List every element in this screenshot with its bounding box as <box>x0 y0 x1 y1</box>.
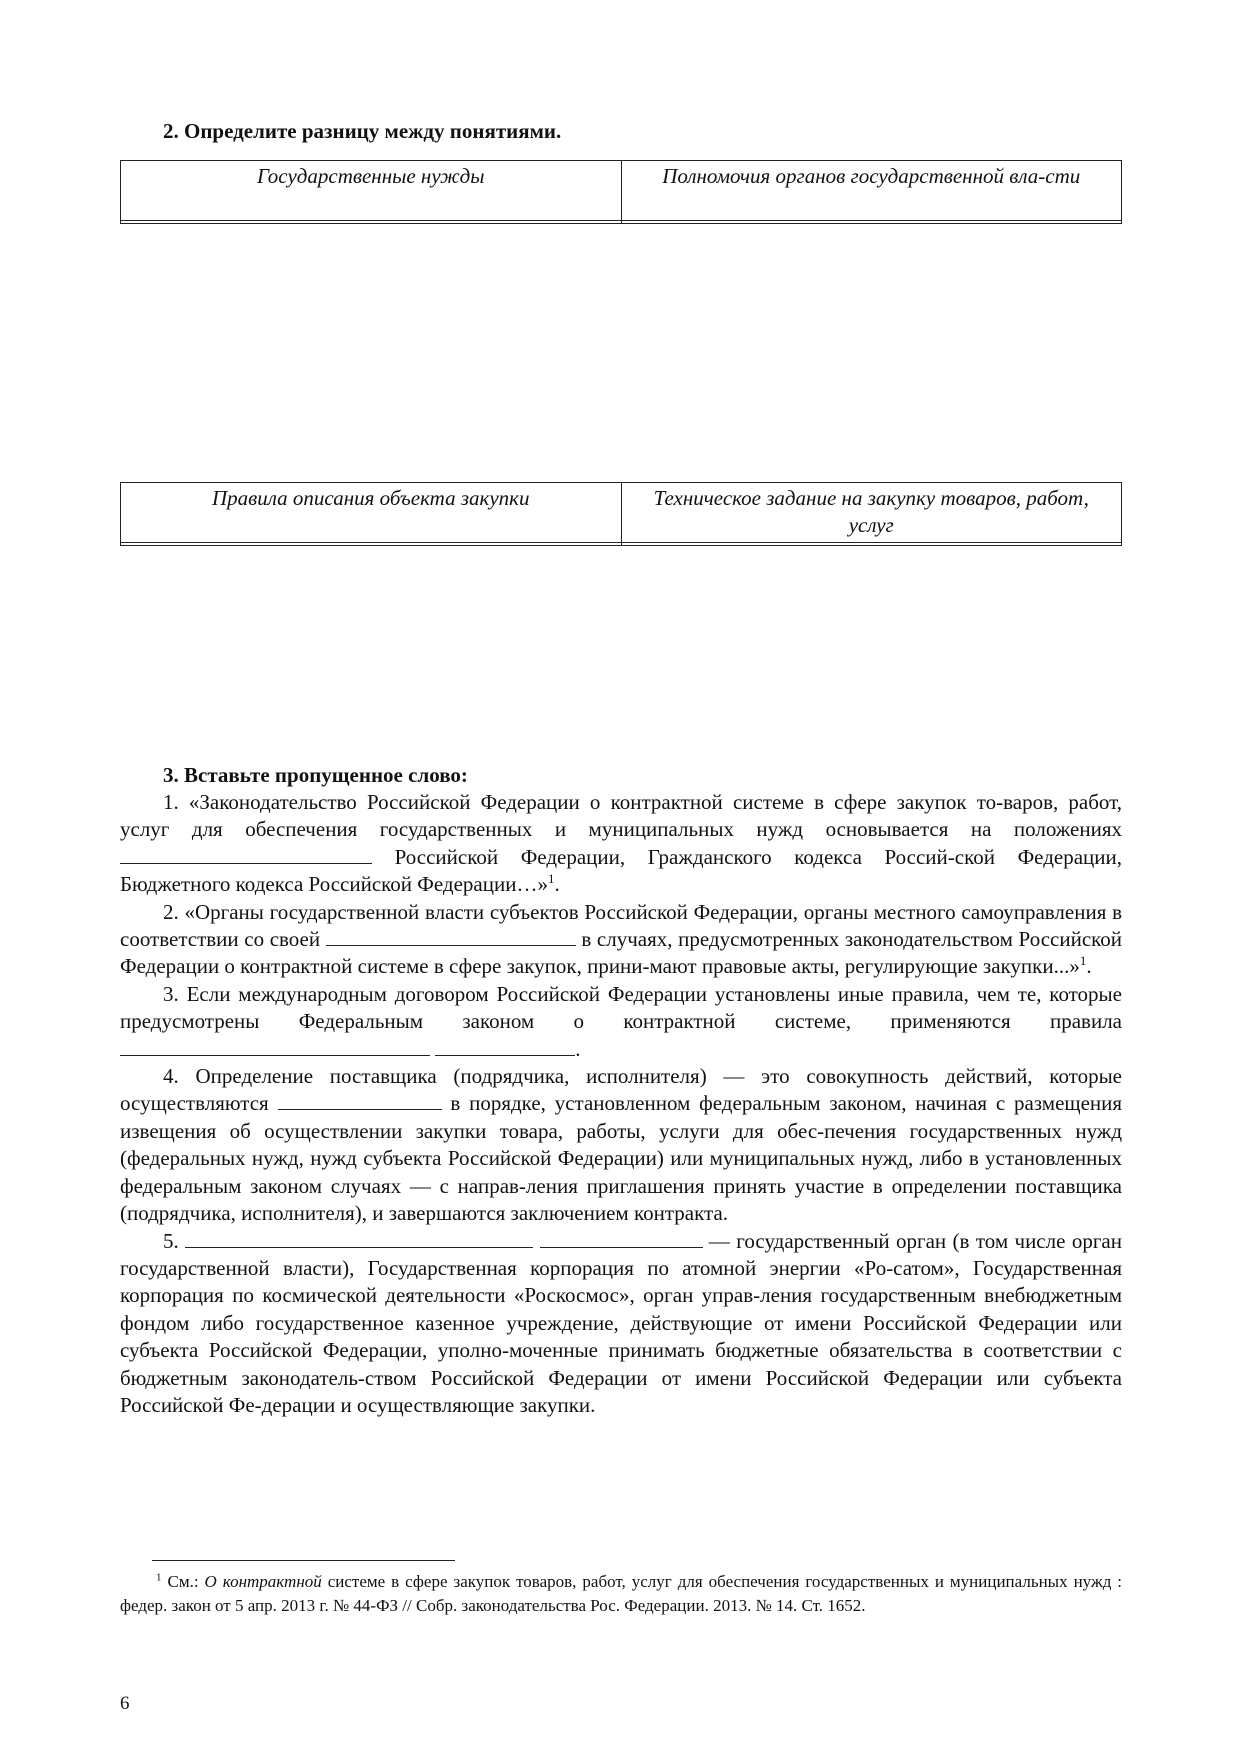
table1-header-col1: Государственные нужды <box>121 161 622 221</box>
blank-5b[interactable] <box>540 1229 703 1248</box>
footnote: $^1$ См.: О контрактной системе в сфере закупок товаров, работ, услуг для обеспечения государственных и муниципальных нужд : федер. закон от 5 апр. 2013 г. № 44-ФЗ // Собр. законодательства Рос. Федерации. 2013. № 14. Ст. 1652. <box>120 1571 1123 1615</box>
footnote-title-italic: О контрактной <box>204 1572 322 1591</box>
fill-in-items <box>120 789 1122 1419</box>
table2-header-col1: Правила описания объекта закупки <box>121 483 622 543</box>
table1-answer-cell-col1[interactable] <box>121 221 622 224</box>
footnote-ref: 1 <box>1079 953 1087 969</box>
blank-2[interactable] <box>326 927 576 946</box>
section3-heading: 3. Вставьте пропущенное слово: <box>163 763 468 787</box>
blank-3b[interactable] <box>435 1037 575 1056</box>
item-2: 2. «Органы государственной власти субъектов Российской Федерации, органы местного самоуправления в соответствии со своей в случаях, предусмотренных законодательством Российской Федерации о контрактной системе в сфере закупок, прини-мают правовые акты, регулирующие закупки...»$^1$. <box>120 899 1123 979</box>
table2-header-col2: Техническое задание на закупку товаров, работ, услуг <box>621 483 1122 543</box>
comparison-table-1 <box>120 160 1122 224</box>
table1-answer-cell-col2[interactable] <box>621 221 1122 224</box>
blank-4[interactable] <box>278 1091 442 1110</box>
item-4: 4. Определение поставщика (подрядчика, исполнителя) — это совокупность действий, которые осуществляются в порядке, установленном федеральным законом, начиная с размещения извещения об осуществлении закупки товара, работы, услуги для обес-печения государственных нужд (федеральных нужд, нужд субъекта Российской Федерации) или муниципальных нужд, либо в установленных федеральным законом случаях — с направ-ления приглашения принять участие в определении поставщика (подрядчика, исполнителя), и завершаются заключением контракта. <box>120 1064 1123 1226</box>
footnote-mark: 1 <box>156 1571 162 1584</box>
section2-heading: 2. Определите разницу между понятиями. <box>163 119 562 143</box>
comparison-table-2 <box>120 482 1122 546</box>
footnote-divider <box>152 1560 455 1561</box>
table2-answer-cell-col1[interactable] <box>121 543 622 546</box>
page-number: 6 <box>120 1693 130 1714</box>
blank-5a[interactable] <box>185 1229 533 1248</box>
footnote-ref: 1 <box>547 871 555 887</box>
table2-answer-cell-col2[interactable] <box>621 543 1122 546</box>
item-3: 3. Если международным договором Российской Федерации установлены иные правила, чем те, которые предусмотрены Федеральным законом о контрактной системе, применяются правила . <box>120 981 1122 1061</box>
item-1: 1. «Законодательство Российской Федерации о контрактной системе в сфере закупок то-варов, работ, услуг для обеспечения государственных и муниципальных нужд основывается на положениях Российской Федерации, Гражданского кодекса Россий-ской Федерации, Бюджетного кодекса Российской Федерации…»$^1$. <box>120 790 1123 897</box>
blank-3a[interactable] <box>120 1037 430 1056</box>
item-5: 5. — государственный орган (в том числе орган государственной власти), Государственная корпорация по атомной энергии «Ро-сатом», Государственная корпорация по космической деятельности «Роскосмос», орган управ-ления государственным внебюджетным фондом либо государственное казенное учреждение, действующие от имени Российской Федерации или субъекта Российской Федерации, уполно-моченные принимать бюджетные обязательства в соответствии с бюджетным законодатель-ством Российской Федерации от имени Российской Федерации или субъекта Российской Фе-дерации и осуществляющие закупки. <box>120 1228 1122 1417</box>
table1-header-col2: Полномочия органов государственной вла-сти <box>621 161 1122 221</box>
blank-1[interactable] <box>120 845 372 864</box>
